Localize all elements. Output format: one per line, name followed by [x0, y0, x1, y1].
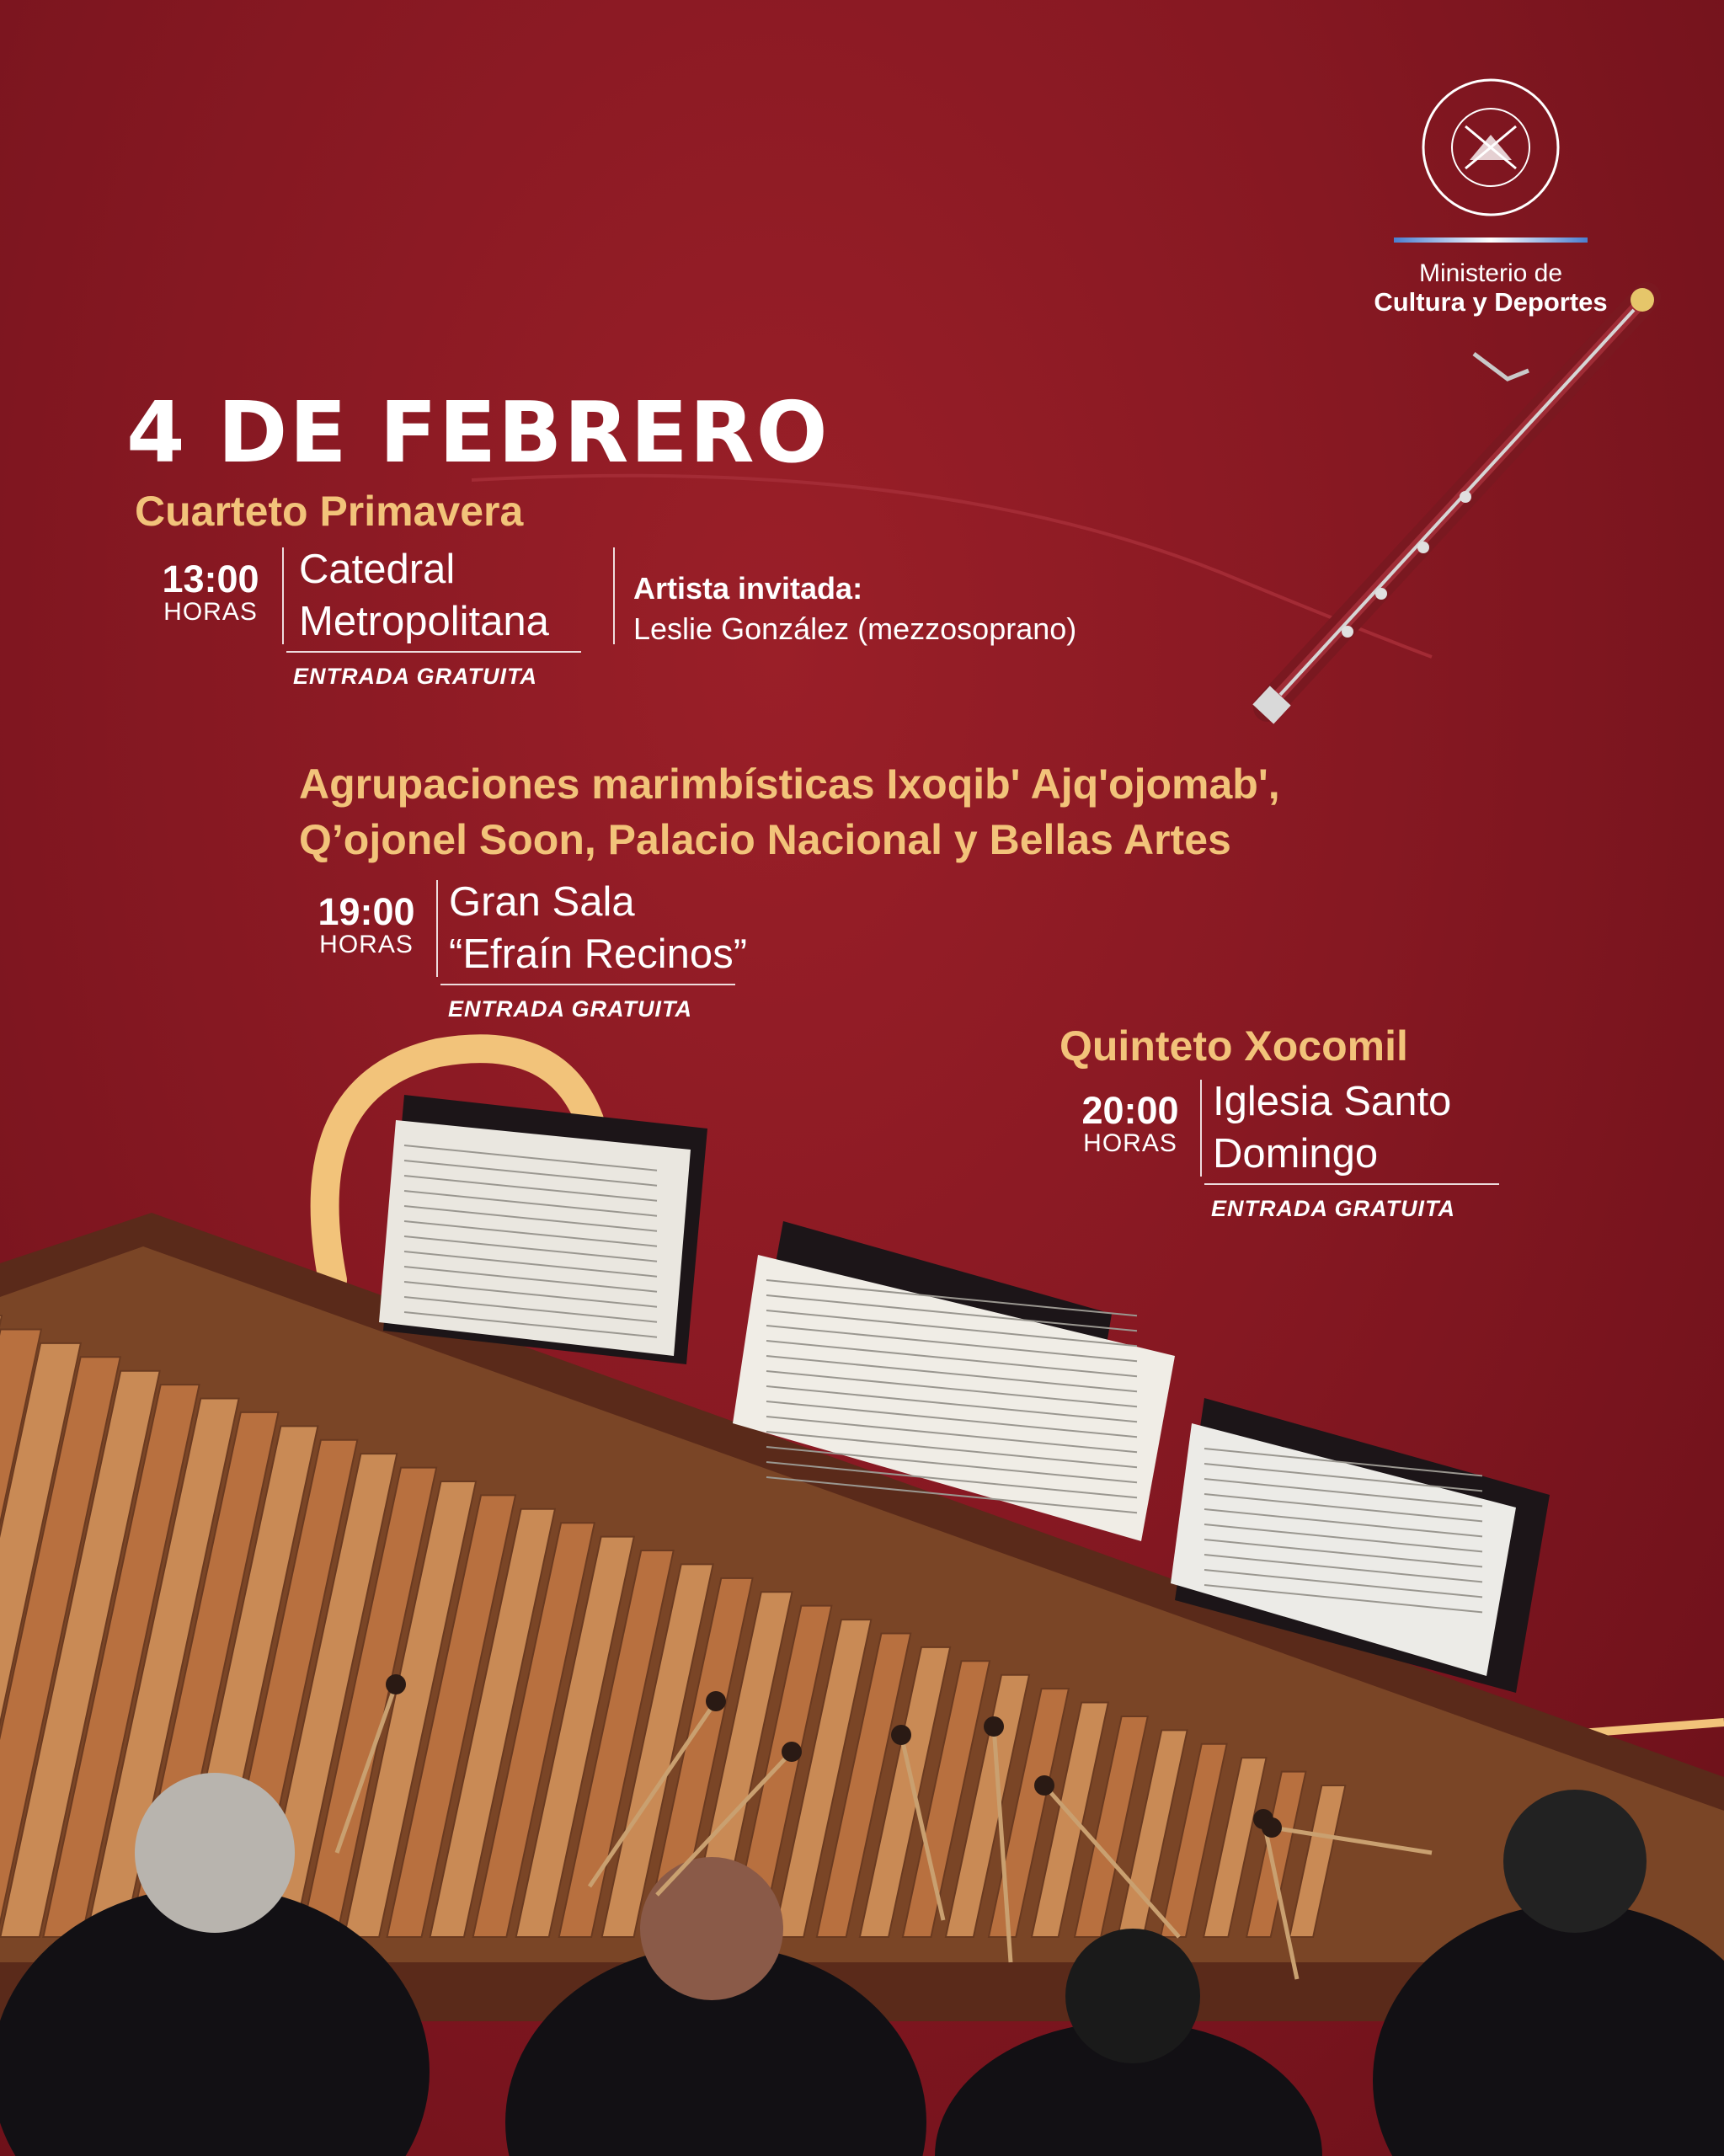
event1-time-value: 13:00: [162, 558, 259, 600]
event1-time-label: HORAS: [163, 598, 258, 626]
event2-venue-line2: “Efraín Recinos”: [449, 931, 748, 977]
ministry-logo: [1348, 76, 1634, 317]
event1-venue: [299, 543, 549, 648]
ministry-name-line2: Cultura y Deportes: [1374, 287, 1608, 317]
event2-venue: [449, 876, 747, 980]
event3-time-label: HORAS: [1083, 1129, 1177, 1157]
guatemala-seal-icon: [1419, 76, 1562, 219]
event2-time: [299, 890, 434, 958]
event3-time: [1063, 1091, 1198, 1157]
event3-venue-line1: Iglesia Santo: [1213, 1079, 1452, 1124]
event1-guest-name: Leslie González (mezzosoprano): [633, 611, 1077, 646]
event2-entry: ENTRADA GRATUITA: [448, 996, 692, 1022]
event3-venue-line2: Domingo: [1213, 1131, 1379, 1177]
event1-underline: [286, 651, 581, 653]
event2-time-label: HORAS: [319, 931, 414, 958]
event3-time-value: 20:00: [1081, 1089, 1179, 1132]
event2-underline: [440, 984, 735, 985]
event1-title: Cuarteto Primavera: [135, 488, 524, 535]
event2-title: [299, 756, 1280, 867]
event1-venue-line1: Catedral: [299, 547, 456, 592]
event1-guest-divider: [613, 547, 615, 644]
event3-underline: [1204, 1183, 1499, 1185]
event1-guest: [633, 571, 1076, 647]
event1-guest-label: Artista invitada:: [633, 571, 863, 606]
logo-divider: [1394, 237, 1588, 243]
ministry-name-line1: Ministerio de: [1418, 259, 1563, 287]
event3-entry: ENTRADA GRATUITA: [1211, 1196, 1455, 1221]
event3-venue: [1213, 1075, 1451, 1180]
event3-title: Quinteto Xocomil: [1059, 1022, 1408, 1070]
event2-title-line1: Agrupaciones marimbísticas Ixoqib' Ajq'ojomab',: [299, 760, 1280, 808]
event2-title-line2: Q’ojonel Soon, Palacio Nacional y Bellas Artes: [299, 816, 1231, 863]
bassoon-image: [1252, 288, 1654, 724]
event2-venue-line1: Gran Sala: [449, 879, 635, 925]
event3-divider: [1200, 1080, 1202, 1177]
event1-time: [143, 560, 278, 626]
event1-venue-line2: Metropolitana: [299, 599, 549, 644]
event2-divider: [436, 880, 438, 977]
event1-divider: [282, 547, 284, 644]
event1-entry: ENTRADA GRATUITA: [293, 664, 537, 689]
event2-time-value: 19:00: [318, 890, 415, 933]
event-date: 4 DE FEBRERO: [126, 383, 830, 482]
